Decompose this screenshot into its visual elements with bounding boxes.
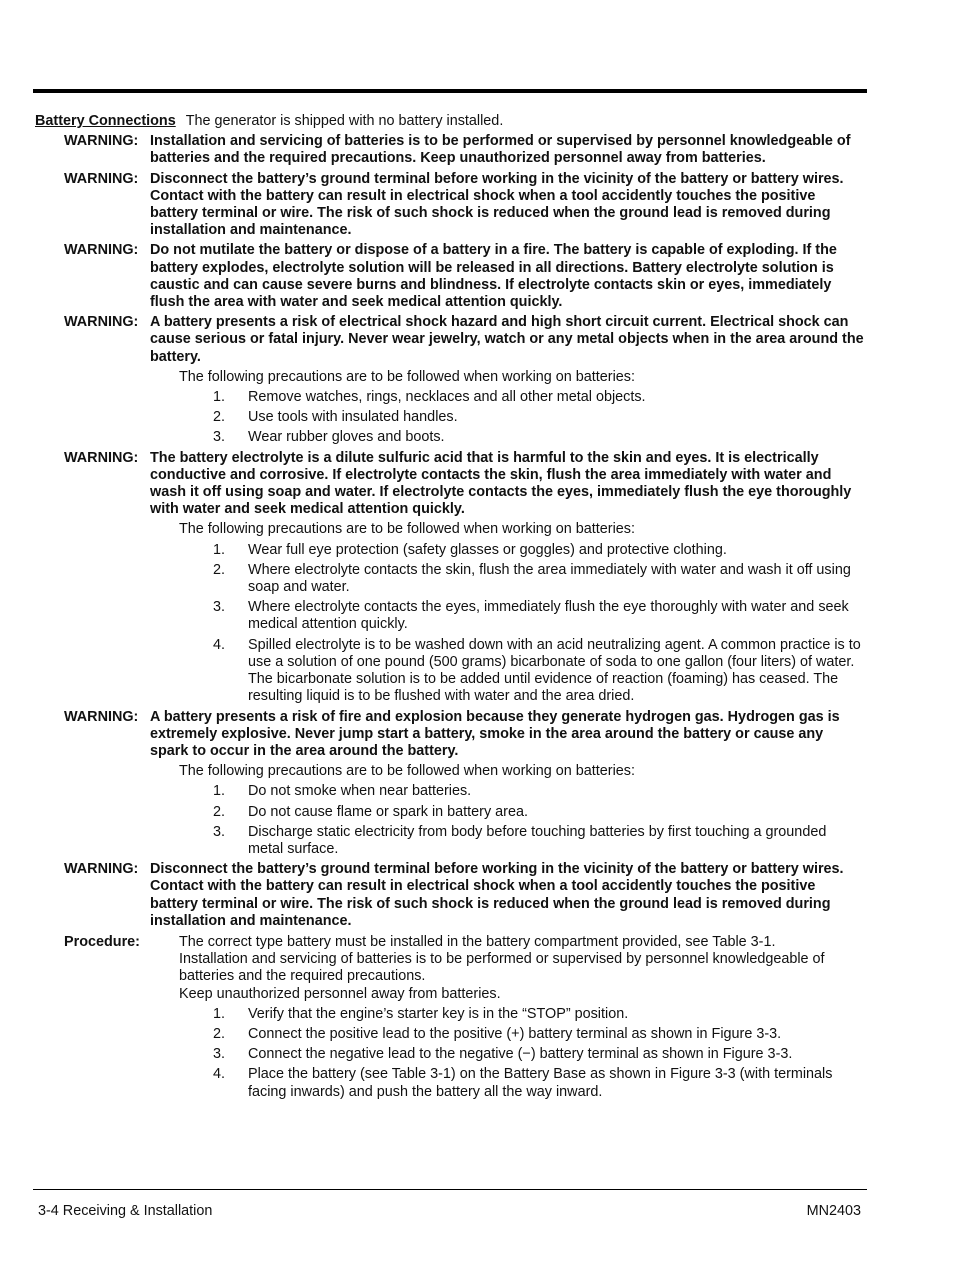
list-item [35,389,865,406]
warning-3 [35,242,865,311]
page-body [35,113,865,1104]
warning-label: WARNING: [64,708,139,725]
precautions-list-b [35,542,865,706]
item-text: Connect the negative lead to the negative (−) battery terminal as shown in Figure 3-3. [248,1046,793,1063]
warning-text: A battery presents a risk of fire and explosion because they generate hydrogen gas. Hydrogen gas is extremely explosive. Never jump start a battery, smoke in the area around the battery or cause any spark to occur in the area around the battery. [150,708,840,759]
list-item [35,1006,865,1023]
item-text: Do not cause flame or spark in battery area. [248,803,528,820]
item-text: Wear full eye protection (safety glasses or goggles) and protective clothing. [248,541,727,558]
warning-text: The battery electrolyte is a dilute sulfuric acid that is harmful to the skin and eyes. It is electrically conductive and corrosive. If electrolyte contacts the skin, flush the area immediately with water and wash it off using soap and water. If electrolyte contacts the eyes, immediately flush the eye thoroughly with water and seek medical attention quickly. [150,449,852,518]
warning-text: Installation and servicing of batteries is to be performed or supervised by personnel knowledgeable of batteries and the required precautions. Keep unauthorized personnel away from batteries. [150,133,851,167]
item-text: Remove watches, rings, necklaces and all other metal objects. [248,389,646,406]
list-item [35,783,865,800]
warning-2 [35,171,865,240]
item-number: 3. [213,823,226,840]
warning-7 [35,861,865,930]
precautions-list-c [35,783,865,858]
warning-label: WARNING: [64,449,139,466]
item-number: 1. [213,389,226,406]
procedure-line-2: Installation and servicing of batteries is to be performed or supervised by personnel knowledgeable of batteries and the required precautions. [179,951,825,985]
item-number: 4. [213,1066,226,1083]
footer-page-label: 3-4 Receiving & Installation [38,1203,213,1219]
warning-6 [35,709,865,761]
item-number: 3. [213,429,226,446]
warning-5 [35,450,865,519]
list-item [35,1046,865,1063]
item-number: 4. [213,636,226,653]
warning-text: Disconnect the battery’s ground terminal before working in the vicinity of the battery or battery wires. Contact with the battery can result in electrical shock when a tool accidently touches the positive battery terminal or wire. The risk of such shock is reduced when the ground lead is removed during installation and maintenance. [150,170,844,239]
item-text: Place the battery (see Table 3-1) on the Battery Base as shown in Figure 3-3 (with terminals facing inwards) and push the battery all the way inward. [248,1066,833,1100]
warning-text: A battery presents a risk of electrical shock hazard and high short circuit current. Electrical shock can cause serious or fatal injury. Never wear jewelry, watch or any metal objects when in the area around the battery. [150,314,864,365]
warning-4 [35,314,865,366]
warning-text: Disconnect the battery’s ground terminal before working in the vicinity of the battery or battery wires. Contact with the battery can result in electrical shock when a tool accidently touches the positive battery terminal or wire. The risk of such shock is reduced when the ground lead is removed during installation and maintenance. [150,861,844,929]
list-item [35,1066,865,1100]
item-number: 3. [213,1046,226,1063]
item-number: 1. [213,783,226,800]
list-item [35,562,865,596]
warning-text: Do not mutilate the battery or dispose of a battery in a fire. The battery is capable of exploding. If the battery explodes, electrolyte solution will be released in all directions. Battery electrolyte solution is caustic and can cause severe burns and blindness. If electrolyte contacts skin or eyes, immediately flush the area with water and seek medical attention quickly. [150,242,837,311]
list-item [35,1026,865,1043]
procedure-block [35,934,865,1003]
item-number: 2. [213,409,226,426]
item-text: Wear rubber gloves and boots. [248,429,445,446]
procedure-label: Procedure: [64,933,140,950]
item-text: Verify that the engine’s starter key is in the “STOP” position. [248,1005,629,1022]
list-item [35,824,865,858]
list-item [35,409,865,426]
item-text: Discharge static electricity from body before touching batteries by first touching a grounded metal surface. [248,823,827,857]
item-number: 2. [213,561,226,578]
precautions-intro: The following precautions are to be followed when working on batteries: [179,521,635,538]
warning-label: WARNING: [64,314,139,331]
header-rule [33,89,867,93]
item-text: Spilled electrolyte is to be washed down with an acid neutralizing agent. A common practice is to use a solution of one pound (500 grams) bicarbonate of soda to one gallon (four liters) of water. The bicarbonate solution is to be added until evidence of reaction (foaming) has ceased. The resulting liquid is to be flushed with water and the area dried. [248,636,861,705]
warning-1 [35,133,865,167]
battery-connections-intro [35,113,865,130]
list-item [35,542,865,559]
item-text: Where electrolyte contacts the skin, flush the area immediately with water and wash it off using soap and water. [248,561,851,596]
section-heading: Battery Connections [35,113,176,129]
item-number: 2. [213,1025,226,1042]
item-text: Do not smoke when near batteries. [248,783,472,800]
item-number: 2. [213,803,226,820]
list-item [35,429,865,446]
warning-label: WARNING: [64,133,139,150]
warning-label: WARNING: [64,170,139,187]
intro-text: The generator is shipped with no battery installed. [185,113,504,129]
procedure-steps [35,1006,865,1101]
warning-label: WARNING: [64,861,139,878]
procedure-line-1: The correct type battery must be installed in the battery compartment provided, see Table 3-1. [179,933,776,950]
precautions-intro: The following precautions are to be followed when working on batteries: [179,368,635,385]
footer-doc-number: MN2403 [806,1203,861,1219]
procedure-line-3: Keep unauthorized personnel away from batteries. [179,985,501,1002]
item-text: Where electrolyte contacts the eyes, immediately flush the eye thoroughly with water and seek medical attention quickly. [248,599,849,633]
list-item [35,804,865,821]
warning-label: WARNING: [64,242,139,259]
precautions-intro: The following precautions are to be followed when working on batteries: [179,763,635,780]
precautions-list-a [35,389,865,447]
item-text: Connect the positive lead to the positive (+) battery terminal as shown in Figure 3-3. [248,1025,782,1042]
item-number: 3. [213,599,226,616]
item-number: 1. [213,1005,226,1022]
footer-rule [33,1189,867,1190]
item-number: 1. [213,541,226,558]
list-item [35,637,865,706]
list-item [35,599,865,633]
item-text: Use tools with insulated handles. [248,409,458,426]
